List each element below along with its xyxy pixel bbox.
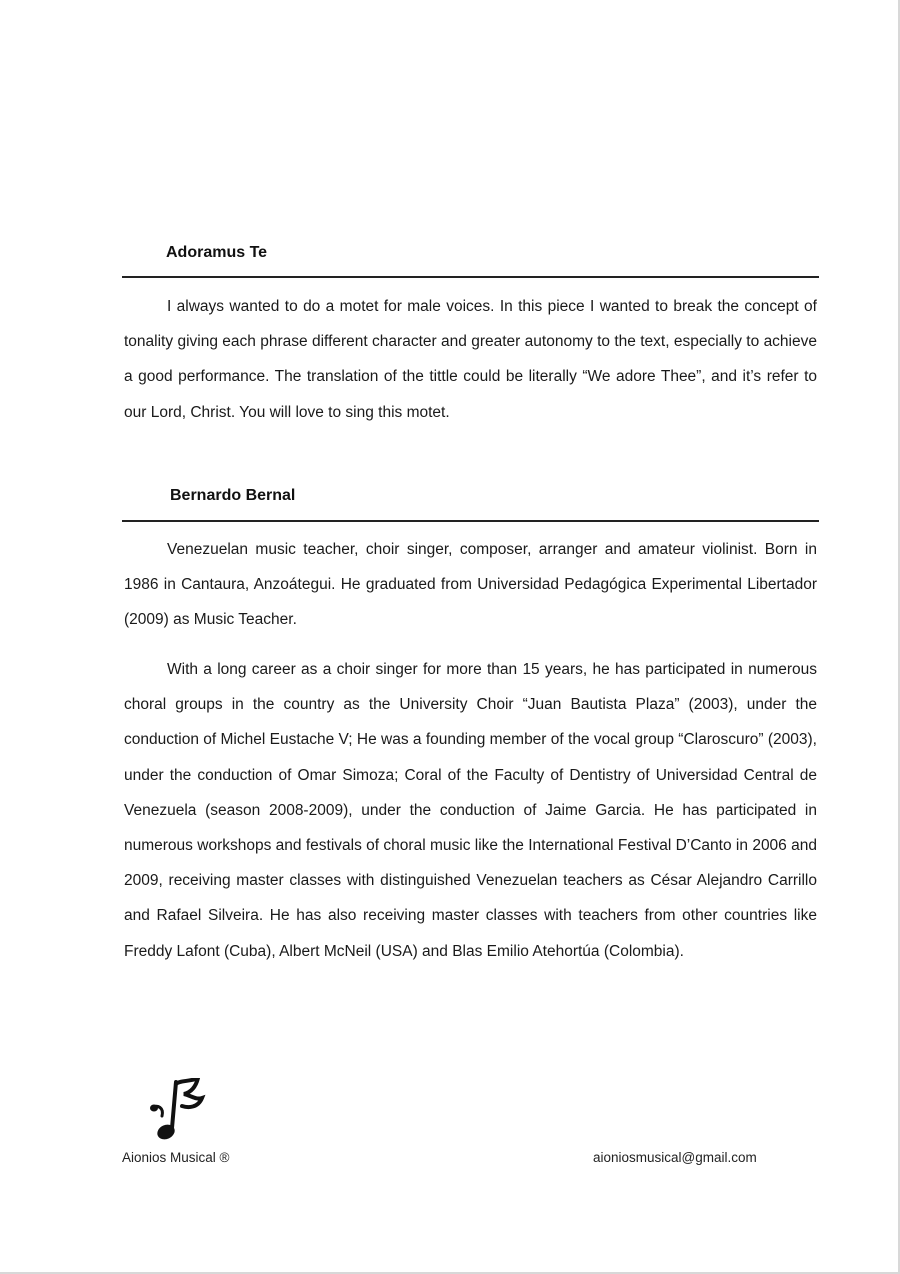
music-note-logo-icon — [146, 1078, 210, 1148]
brand-name: Aionios Musical ® — [122, 1150, 230, 1165]
biography-paragraph-2: With a long career as a choir singer for more than 15 years, he has participated in numerous choral groups in the country as the University Choir “Juan Bautista Plaza” (2003), under the conduction of Michel Eustache V; He was a founding member of the vocal group “Claroscuro” (2003), under the conduction of Omar Simoza; Coral of the Faculty of Dentistry of Universidad Central de Venezuela (season 2008-2009), under the conduction of Jaime Garcia. He has participated in numerous workshops and festivals of choral music like the International Festival D’Canto in 2006 and 2009, receiving master classes with distinguished Venezuelan teachers as César Alejandro Carrillo and Rafael Silveira. He has also receiving master classes with teachers from other countries like Freddy Lafont (Cuba), Albert McNeil (USA) and Blas Emilio Atehortúa (Colombia). — [124, 661, 817, 960]
adoramus-te-description: I always wanted to do a motet for male voices. In this piece I wanted to break the concept of tonality giving each phrase different character and greater autonomy to the text, especially to achieve a good performance. The translation of the tittle could be literally “We adore Thee”, and it’s refer to our Lord, Christ. You will love to sing this motet. — [124, 298, 817, 421]
section-title-bernardo-bernal: Bernardo Bernal — [170, 487, 296, 504]
section-divider — [122, 276, 819, 278]
biography-paragraph-1: Venezuelan music teacher, choir singer, composer, arranger and amateur violinist. Born in 1986 in Cantaura, Anzoátegui. He graduated from Universidad Pedagógica Experimental Libertador (2009) as Music Teacher. — [124, 541, 817, 629]
contact-email: aioniosmusical@gmail.com — [593, 1150, 757, 1165]
brand-logo — [122, 1078, 262, 1174]
section-divider — [122, 520, 819, 522]
section-title-adoramus-te: Adoramus Te — [166, 244, 268, 261]
